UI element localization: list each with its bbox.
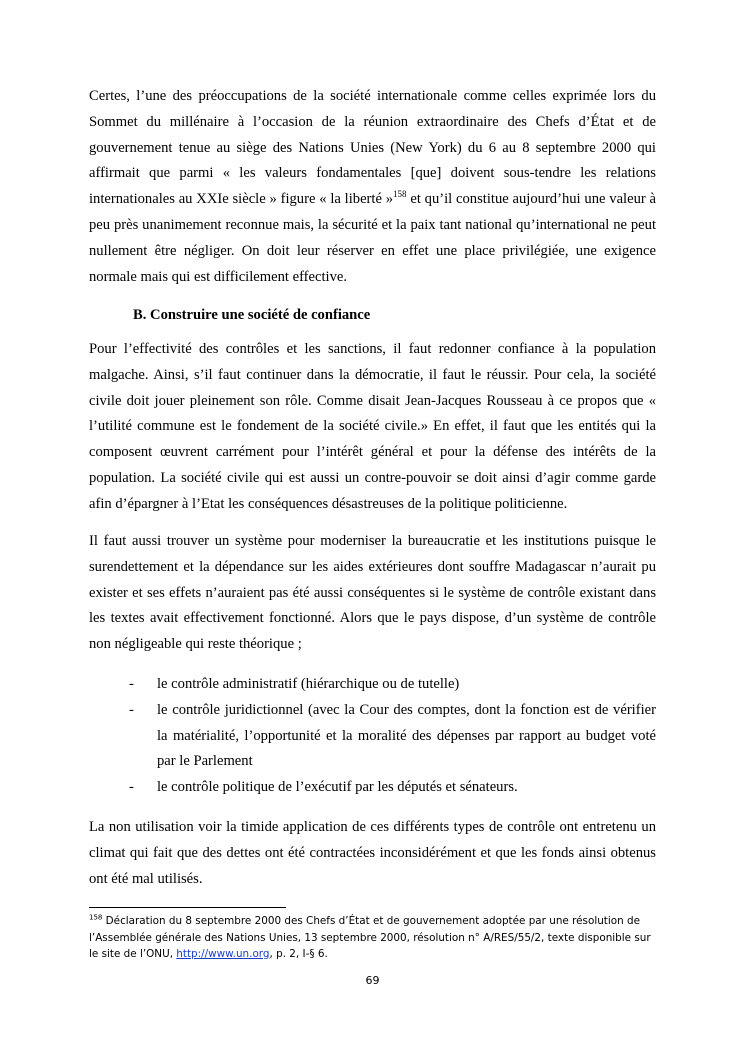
footnote-number: 158 bbox=[89, 913, 103, 922]
footnote-link[interactable]: http://www.un.org bbox=[176, 948, 270, 960]
footnote-reference[interactable]: 158 bbox=[393, 189, 407, 200]
paragraph-1-text-a: Certes, l’une des préoccupations de la société internationale comme celles exprimée lors du Sommet du millénaire à l’occasion de la réunion extraordinaire des Chefs d’État et de gouvernement tenue au siège des Nations Unies (New York) du 6 au 8 septembre 2000 qui affirmait que parmi « les valeurs fondamentales [que] doivent sous-tendre les relations internationales au XXIe siècle » figure « la liberté » bbox=[89, 88, 656, 208]
section-heading: B. Construire une société de confiance bbox=[133, 307, 371, 323]
paragraph-3: Il faut aussi trouver un système pour moderniser la bureaucratie et les institutions puisque le surendettement et la dépendance sur les aides extérieures dont souffre Madagascar n’aurait pu exister et ses effets n’auraient pas été aussi conséquentes si le système de contrôle existant dans les textes avait effectivement fonctionné. Alors que le pays dispose, d’un système de contrôle non négligeable qui reste théorique ; bbox=[89, 533, 656, 653]
page-number: 69 bbox=[365, 974, 380, 987]
list-dash: - bbox=[129, 676, 134, 692]
footnote-text-b: , p. 2, I-§ 6. bbox=[269, 948, 328, 960]
list-dash: - bbox=[129, 701, 134, 718]
footnote bbox=[89, 913, 659, 963]
paragraph-2: Pour l’effectivité des contrôles et les sanctions, il faut redonner confiance à la population malgache. Ainsi, s’il faut continuer dans la démocratie, il faut le réussir. Pour cela, la société civile doit jouer pleinement son rôle. Comme disait Jean-Jacques Rousseau à ce propos que « l’utilité commune est le fondement de la société civile.» En effet, il faut que les entités qui la composent œuvrent carrément pour l’intérêt général et pour la défense des intérêts de la population. La société civile qui est aussi un contre-pouvoir se doit ainsi d’agir comme garde afin d’épargner à l’Etat les conséquences désastreuses de la politique politicienne. bbox=[89, 341, 656, 512]
paragraph-4: La non utilisation voir la timide application de ces différents types de contrôle ont entretenu un climat qui fait que des dettes ont été contractées inconsidérément et que les fonds ainsi obtenus ont été mal utilisés. bbox=[89, 819, 656, 887]
control-list bbox=[89, 672, 656, 801]
list-item-text: le contrôle administratif (hiérarchique ou de tutelle) bbox=[157, 676, 460, 692]
list-item bbox=[89, 775, 656, 801]
footnote-text-a: Déclaration du 8 septembre 2000 des Chefs d’État et de gouvernement adoptée par une résolution de l’Assemblée générale des Nations Unies, 13 septembre 2000, résolution n° A/RES/55/2, texte disponible sur le site de l’ONU, bbox=[89, 915, 651, 960]
list-dash: - bbox=[129, 779, 134, 796]
paragraph-1 bbox=[89, 84, 656, 290]
list-item bbox=[89, 672, 656, 698]
list-item-text: le contrôle politique de l’exécutif par les députés et sénateurs. bbox=[157, 779, 518, 796]
list-item bbox=[89, 698, 656, 775]
footnote-separator bbox=[89, 907, 286, 908]
paragraph-1-text-b: et qu’il constitue aujourd’hui une valeur à peu près unanimement reconnue mais, la sécurité et la paix tant national qu’international ne peut nullement être négliger. On doit leur réserver en effet une place privilégiée, une exigence normale mais qui est difficilement effective. bbox=[89, 191, 657, 285]
list-item-text: le contrôle juridictionnel (avec la Cour des comptes, dont la fonction est de vérifier la matérialité, l’opportunité et la moralité des dépenses par rapport au budget voté par le Parlement bbox=[157, 701, 656, 770]
